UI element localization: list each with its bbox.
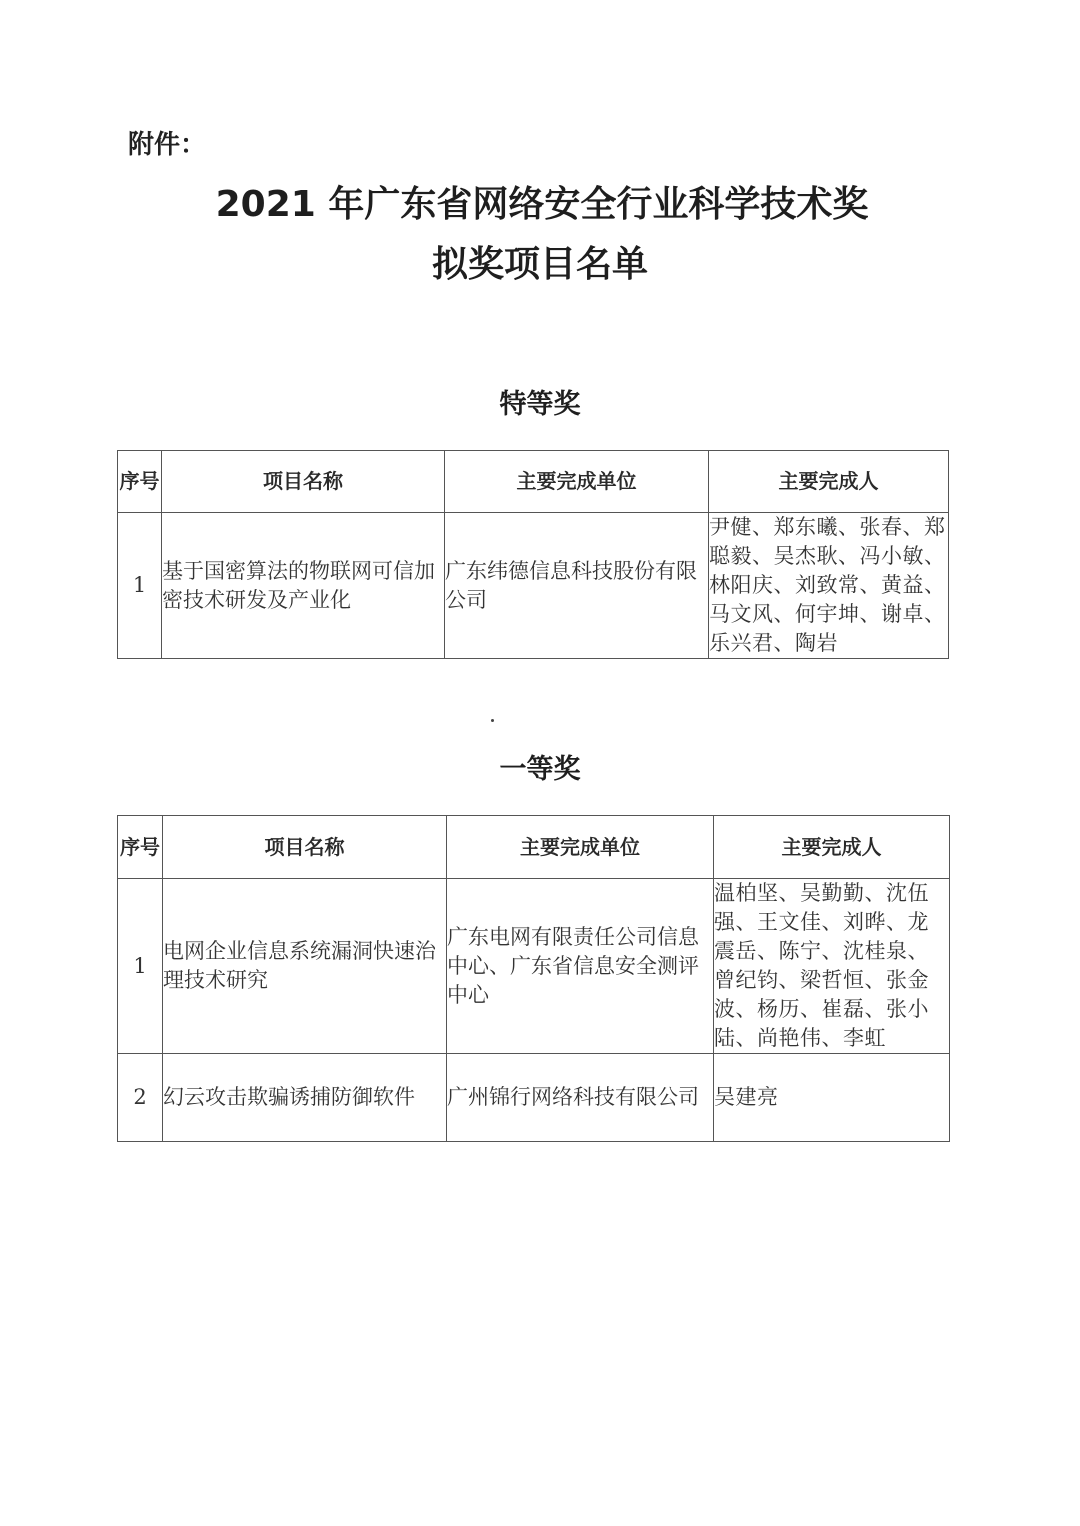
section-heading-first-prize: 一等奖: [499, 754, 581, 785]
table-header-row: [118, 816, 950, 879]
column-header-project: 项目名称: [162, 451, 445, 513]
row-seq: 2: [118, 1054, 163, 1142]
row-unit: 广州锦行网络科技有限公司: [447, 1054, 714, 1142]
first-prize-table: [117, 815, 950, 1142]
special-prize-table: [117, 450, 949, 659]
table-row: [118, 1054, 950, 1142]
row-people: 吴建亮: [714, 1054, 950, 1142]
row-project-name: 电网企业信息系统漏洞快速治理技术研究: [163, 879, 447, 1054]
attachment-label: 附件：: [128, 130, 207, 160]
row-people: 温柏坚、吴勤勤、沈伍强、王文佳、刘晔、龙震岳、陈宁、沈桂泉、曾纪钧、梁哲恒、张金波、杨历、崔磊、张小陆、尚艳伟、李虹: [714, 879, 950, 1054]
scan-speck: [491, 719, 494, 722]
row-project-name: 幻云攻击欺骗诱捕防御软件: [163, 1054, 447, 1142]
document-title-line2: 拟奖项目名单: [431, 244, 648, 285]
table-row: [118, 513, 949, 659]
row-unit: 广东电网有限责任公司信息中心、广东省信息安全测评中心: [447, 879, 714, 1054]
column-header-unit: 主要完成单位: [447, 816, 714, 879]
row-unit: 广东纬德信息科技股份有限公司: [445, 513, 709, 659]
column-header-unit: 主要完成单位: [445, 451, 709, 513]
table-header-row: [118, 451, 949, 513]
row-people: 尹健、郑东曦、张春、郑聪毅、吴杰耿、冯小敏、林阳庆、刘致常、黄益、马文风、何宇坤、谢卓、乐兴君、陶岩: [709, 513, 949, 659]
table-row: [118, 879, 950, 1054]
row-seq: 1: [118, 513, 162, 659]
column-header-seq: 序号: [118, 816, 163, 879]
document-title-line1: 2021 年广东省网络安全行业科学技术奖: [215, 184, 869, 225]
row-seq: 1: [118, 879, 163, 1054]
column-header-people: 主要完成人: [709, 451, 949, 513]
column-header-project: 项目名称: [163, 816, 447, 879]
column-header-seq: 序号: [118, 451, 162, 513]
column-header-people: 主要完成人: [714, 816, 950, 879]
section-heading-special-prize: 特等奖: [499, 389, 581, 420]
row-project-name: 基于国密算法的物联网可信加密技术研发及产业化: [162, 513, 445, 659]
